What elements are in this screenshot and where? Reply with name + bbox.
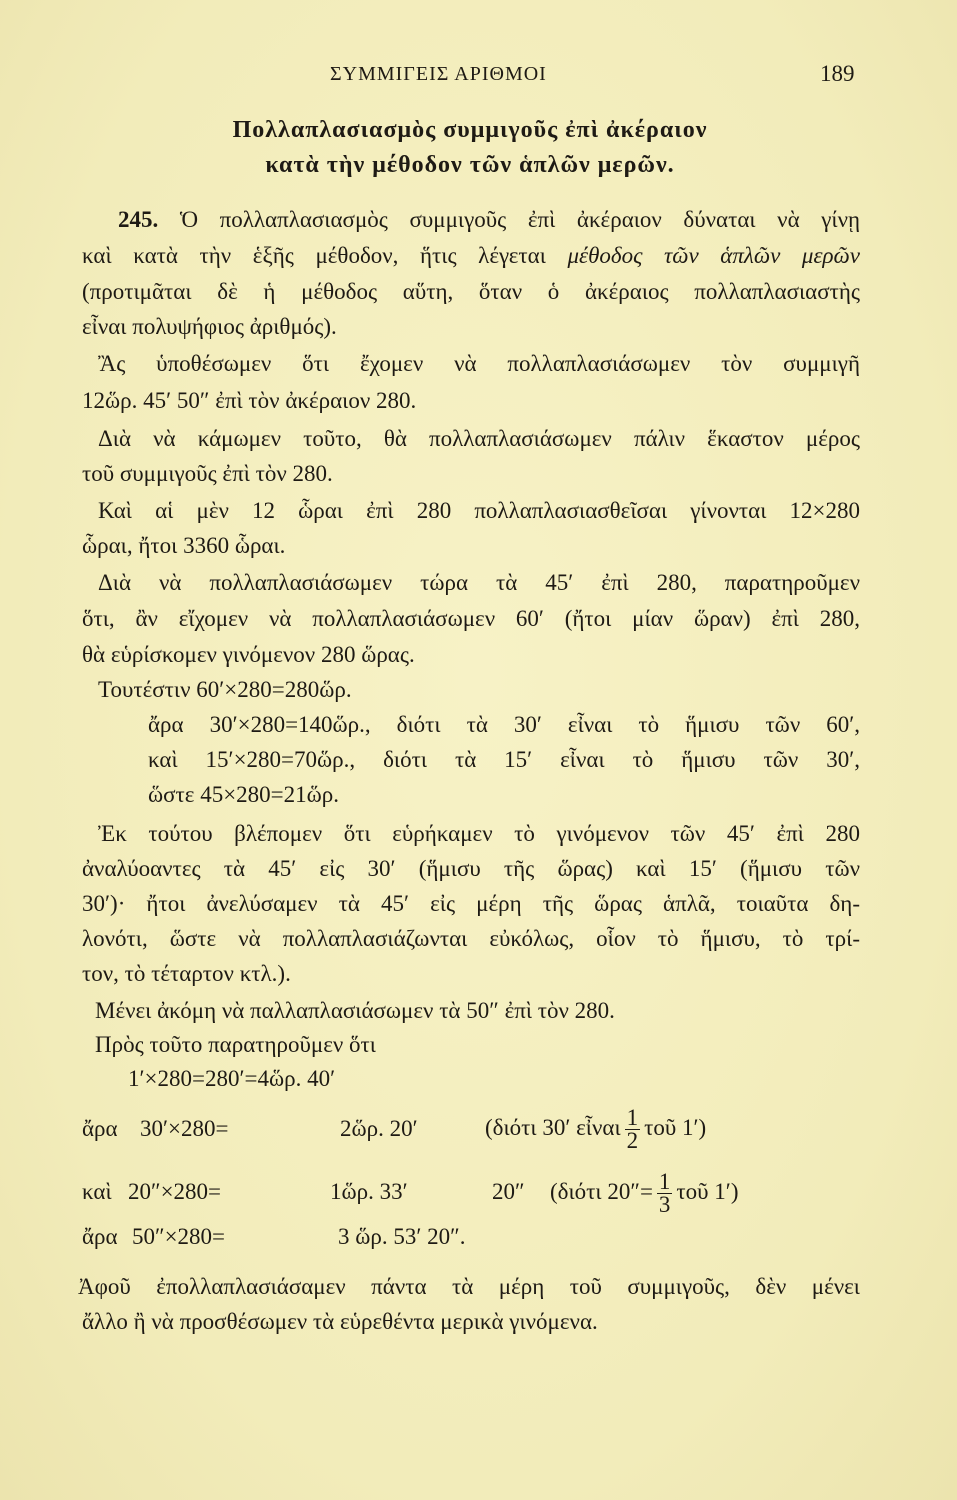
calc-result: 2ὥρ. 20′	[340, 1116, 418, 1141]
paragraph-line: ἄλλο ἢ νὰ προσθέσωμεν τὰ εὑρεθέντα μερικὰ γινόμενα.	[82, 1309, 598, 1334]
paragraph-line: ὥστε 45×280=21ὥρ.	[148, 782, 339, 807]
calc-result: 1ὥρ. 33′	[330, 1179, 408, 1204]
calc-note	[550, 1164, 739, 1220]
calc-expression: 20″×280=	[128, 1179, 222, 1204]
paragraph-line: ὧραι, ἤτοι 3360 ὧραι.	[82, 533, 286, 558]
paragraph-line	[82, 242, 860, 270]
page-number: 189	[820, 61, 855, 86]
paragraph-line: Ἀφοῦ ἐπολλαπλασιάσαμεν πάντα τὰ μέρη τοῦ συμμιγοῦς, δὲν μένει	[78, 1274, 860, 1299]
calc-prefix: ἄρα	[82, 1116, 118, 1141]
section-title-line-1: Πολλαπλασιασμὸς συμμιγοῦς ἐπὶ ἀκέραιον	[232, 117, 708, 143]
paragraph-line	[118, 206, 860, 234]
text: καὶ κατὰ τὴν ἑξῆς μέθοδον, ἥτις λέγεται	[82, 243, 546, 268]
running-title: ΣΥΜΜΙΓΕΙΣ ΑΡΙΘΜΟΙ	[330, 63, 547, 85]
paragraph-line: Τουτέστιν 60′×280=280ὥρ.	[98, 677, 352, 702]
paragraph-line: εἶναι πολυψήφιος ἀριθμός).	[82, 314, 337, 339]
text: Ὁ πολλαπλασιασμὸς συμμιγοῦς ἐπὶ ἀκέραιον δύναται νὰ γίνῃ	[179, 207, 860, 232]
paragraph-line: Ἂς ὑποθέσωμεν ὅτι ἔχομεν νὰ πολλαπλασιάσωμεν τὸν συμμιγῆ	[98, 351, 860, 376]
note-text: τοῦ 1′)	[644, 1115, 707, 1140]
italic-term: μέθοδος τῶν ἁπλῶν μερῶν	[567, 243, 861, 268]
denominator: 3	[658, 1192, 671, 1218]
equation-line: 1′×280=280′=4ὥρ. 40′	[128, 1066, 336, 1091]
paragraph-line: τον, τὸ τέταρτον κτλ.).	[82, 961, 291, 986]
paragraph-line: λονότι, ὥστε νὰ πολλαπλασιάζωνται εὐκόλως, οἷον τὸ ἥμισυ, τὸ τρί-	[82, 926, 860, 951]
calc-note	[485, 1100, 706, 1156]
calc-expression: 30′×280=	[140, 1116, 229, 1141]
fraction	[657, 1171, 673, 1216]
section-title-line-2: κατὰ τὴν μέθοδον τῶν ἁπλῶν μερῶν.	[265, 152, 675, 178]
section-number: 245.	[118, 207, 159, 232]
calc-extra: 20″	[492, 1179, 525, 1204]
calc-prefix: ἄρα	[82, 1224, 118, 1249]
paragraph-line: Καὶ αἱ μὲν 12 ὧραι ἐπὶ 280 πολλαπλασιασθεῖσαι γίνονται 12×280	[98, 498, 860, 523]
paragraph-line: Μένει ἀκόμη νὰ παλλαπλασιάσωμεν τὰ 50″ ἐπὶ τὸν 280.	[95, 998, 615, 1023]
paragraph-line: 30′)· ἤτοι ἀνελύσαμεν τὰ 45′ εἰς μέρη τῆς ὥρας ἁπλᾶ, τοιαῦτα δη-	[82, 891, 860, 916]
calc-prefix: καὶ	[82, 1179, 112, 1204]
paragraph-line: ὅτι, ἂν εἴχομεν νὰ πολλαπλασιάσωμεν 60′ (ἤτοι μίαν ὥραν) ἐπὶ 280,	[82, 606, 860, 631]
paragraph-line: ἄρα 30′×280=140ὥρ., διότι τὰ 30′ εἶναι τὸ ἥμισυ τῶν 60′,	[148, 712, 860, 737]
paragraph-line: ἀναλύοαντες τὰ 45′ εἰς 30′ (ἥμισυ τῆς ὥρας) καὶ 15′ (ἥμισυ τῶν	[82, 856, 860, 881]
calc-result: 3 ὥρ. 53′ 20″.	[338, 1224, 466, 1249]
note-text: (διότι 30′ εἶναι	[485, 1115, 621, 1140]
paragraph-line: 12ὥρ. 45′ 50″ ἐπὶ τὸν ἀκέραιον 280.	[82, 388, 417, 413]
note-text: (διότι 20″=	[550, 1179, 653, 1204]
paragraph-line: τοῦ συμμιγοῦς ἐπὶ τὸν 280.	[82, 461, 333, 486]
fraction	[625, 1107, 641, 1152]
calc-expression: 50″×280=	[132, 1224, 226, 1249]
paragraph-line: Διὰ νὰ κάμωμεν τοῦτο, θὰ πολλαπλασιάσωμεν πάλιν ἕκαστον μέρος	[98, 426, 860, 451]
numerator: 1	[658, 1169, 671, 1195]
note-text: τοῦ 1′)	[676, 1179, 739, 1204]
paragraph-line: καὶ 15′×280=70ὥρ., διότι τὰ 15′ εἶναι τὸ ἥμισυ τῶν 30′,	[148, 747, 860, 772]
paragraph-line: Διὰ νὰ πολλαπλασιάσωμεν τώρα τὰ 45′ ἐπὶ 280, παρατηροῦμεν	[98, 570, 860, 595]
denominator: 2	[626, 1128, 639, 1154]
paragraph-line: θὰ εὑρίσκομεν γινόμενον 280 ὥρας.	[82, 642, 415, 667]
paragraph-line: Πρὸς τοῦτο παρατηροῦμεν ὅτι	[95, 1032, 376, 1057]
paragraph-line: (προτιμᾶται δὲ ἡ μέθοδος αὕτη, ὅταν ὁ ἀκέραιος πολλαπλασιαστὴς	[82, 279, 860, 304]
paragraph-line: Ἐκ τούτου βλέπομεν ὅτι εὑρήκαμεν τὸ γινόμενον τῶν 45′ ἐπὶ 280	[98, 821, 860, 846]
numerator: 1	[626, 1105, 639, 1131]
